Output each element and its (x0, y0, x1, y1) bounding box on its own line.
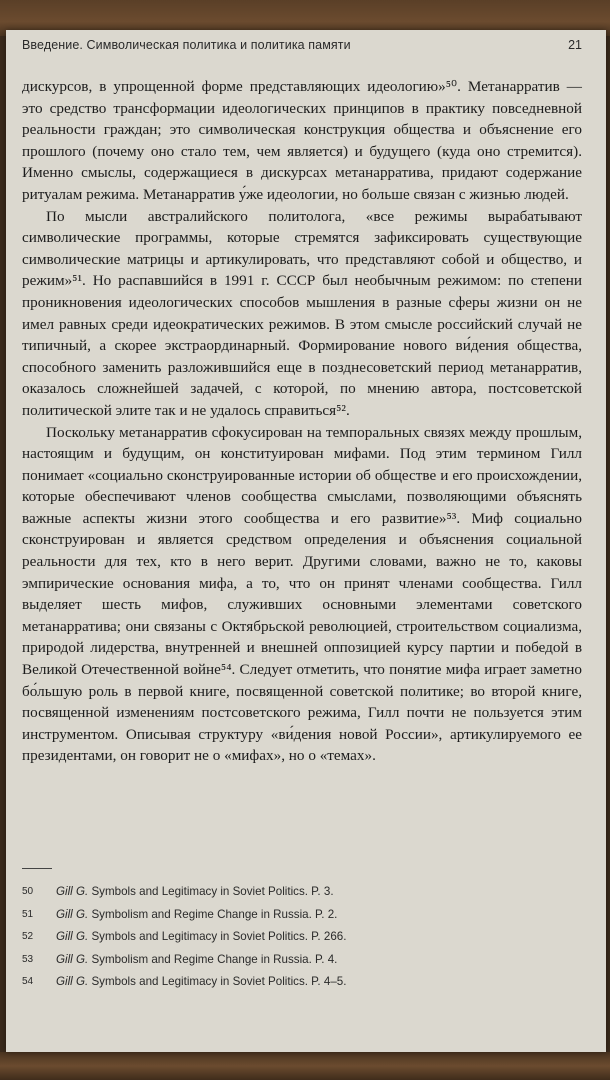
footnote-number: 53 (22, 953, 34, 965)
footnote-text: Symbolism and Regime Change in Russia. P. 4. (91, 952, 338, 966)
footnote-number: 52 (22, 931, 34, 943)
footnote-number: 54 (22, 976, 34, 988)
footnote-author: Gill G. (56, 885, 89, 898)
paragraph: Поскольку метанарратив сфокусирован на темпоральных связях между прошлым, настоящим и будущим, он конституирован мифами. Под этим термином Гилл понимает «социально сконструированные истории об обществе и его происхождении, которые обеспечивают членов сообщества смыслами, позволяющими объяснять важные аспекты жизни этого сообщества и его развитие»⁵³. Миф социально сконструирован и является средством определения и объяснения социальной реальности для тех, кто в него верит. Другими словами, важно не то, каковы эмпирические основания мифа, а то, что он принят членами сообщества. Гилл выделяет шесть мифов, служивших основными элементами советского метанарратива; они связаны с Октябрьской революцией, строительством социализма, природой лидерства, внутренней и внешней оппозицией курсу партии и победой в Великой Отечественной войне⁵⁴. Следует отметить, что понятие мифа играет заметно бо́льшую роль в первой книге, посвященной советской политике; во второй книге, посвященной изменениям постсоветского режима, Гилл почти не пользуется этим инструментом. Описывая структуру «ви́дения новой России», артикулируемого ее президентами, он говорит не о «мифах», но о «темах». (22, 423, 582, 765)
footnote-number: 50 (22, 886, 34, 897)
footnote-author: Gill G. (56, 930, 89, 944)
footnote-text: Symbolism and Regime Change in Russia. P. 2. (91, 907, 338, 921)
table-surface-bottom (0, 1052, 610, 1080)
footnote-divider (22, 868, 52, 869)
footnote (22, 927, 582, 950)
footnote-text: Symbols and Legitimacy in Soviet Politics. P. 3. (91, 885, 334, 898)
footnote-text: Symbols and Legitimacy in Soviet Politics. P. 266. (91, 930, 347, 944)
paragraph: дискурсов, в упрощенной форме представляющих идеологию»⁵⁰. Метанарратив — это средство трансформации идеологических принципов в практику повседневной реальности граждан; это символическая конструкция общества и объяснение его прошлого (почему оно стало тем, чем является) и будущего (куда оно стремится). Именно смыслы, содержащиеся в дискурсах метанарратива, придают содержание ритуалам режима. Метанарратив у́же идеологии, но больше связан с жизнью людей. (22, 78, 582, 203)
footnotes (22, 882, 582, 995)
footnote-author: Gill G. (56, 975, 89, 989)
paragraph: По мысли австралийского политолога, «все режимы вырабатывают символические программы, которые стремятся зафиксировать существующие символические матрицы и артикулировать, что представляют собой и общество, и режим»⁵¹. Но распавшийся в 1991 г. СССР был необычным режимом: по степени проникновения идеологических способов мышления в разные сферы жизни он не имел равных среди идеократических режимов. В этом смысле российский случай не типичный, а скорее экстраординарный. Формирование нового ви́дения общества, способного заменить разложившийся еще в позднесоветский период метанарратив, оказалось сложнейшей задачей, с которой, по мнению автора, постсоветской политической элите так и не удалось справиться⁵². (22, 207, 582, 419)
running-header (22, 38, 582, 58)
footnote (22, 905, 582, 928)
footnote-author: Gill G. (56, 952, 89, 966)
footnote (22, 950, 582, 973)
footnote (22, 972, 582, 995)
footnote-author: Gill G. (56, 907, 89, 921)
page-number: 21 (568, 38, 582, 52)
footnote (22, 882, 582, 905)
main-text (22, 76, 582, 767)
footnote-number: 51 (22, 908, 34, 920)
running-title: Введение. Символическая политика и политика памяти (22, 38, 351, 52)
footnote-text: Symbols and Legitimacy in Soviet Politics. P. 4–5. (91, 975, 347, 989)
